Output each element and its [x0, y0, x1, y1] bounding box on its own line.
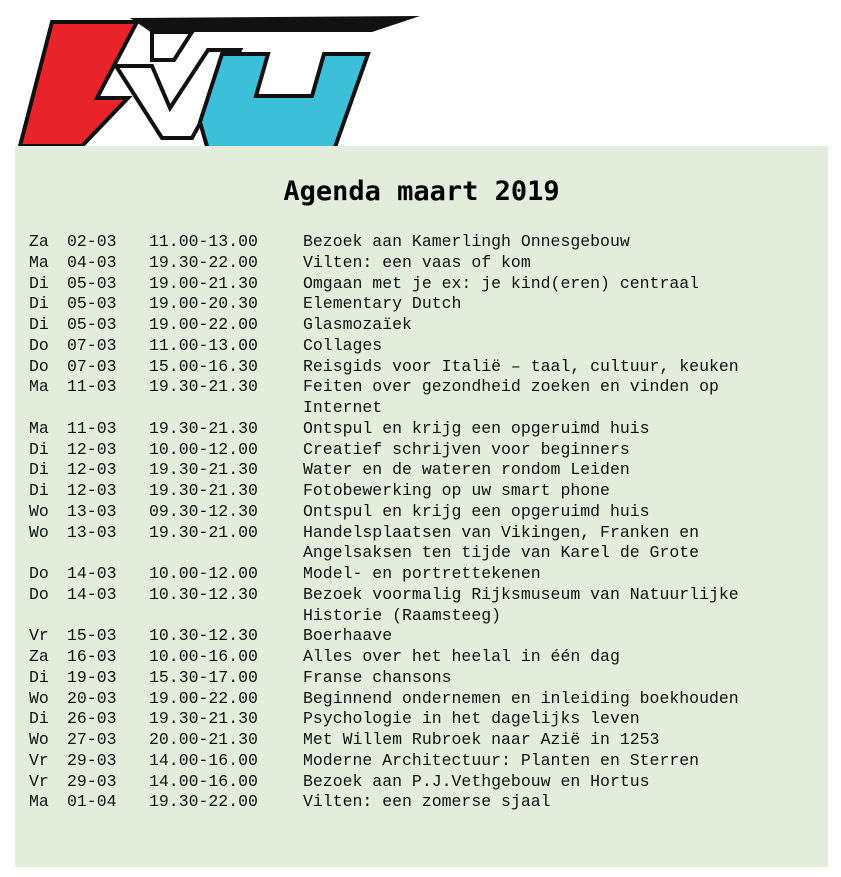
event-description: Ontspul en krijg een opgeruimd huis [303, 501, 650, 521]
event-date: 29-03 [67, 750, 117, 770]
event-date: 02-03 [67, 232, 117, 251]
agenda-row [29, 792, 819, 813]
event-time: 10.00-12.00 [149, 439, 258, 459]
agenda-row [29, 294, 819, 315]
event-day: Vr [29, 771, 49, 791]
event-time: 20.00-21.30 [149, 730, 258, 749]
event-time: 11.00-13.00 [149, 335, 258, 355]
event-description: Bezoek aan P.J.Vethgebouw en Hortus [303, 771, 650, 791]
page-title: Agenda maart 2019 [283, 176, 560, 207]
agenda-row [29, 419, 819, 440]
agenda-row [29, 440, 819, 461]
event-time: 09.30-12.30 [149, 501, 258, 521]
event-time: 19.00-21.30 [149, 273, 258, 293]
event-day: Za [29, 232, 49, 251]
event-time: 11.00-13.00 [149, 232, 258, 251]
agenda-row [29, 253, 819, 274]
event-day: Di [29, 315, 49, 334]
event-day: Do [29, 335, 49, 355]
event-description: Met Willem Rubroek naar Azië in 1253 [303, 730, 660, 749]
event-date: 14-03 [67, 564, 117, 583]
agenda-row [29, 585, 819, 627]
event-day: Vr [29, 750, 49, 770]
event-date: 14-03 [67, 584, 117, 604]
agenda-row [29, 357, 819, 378]
event-time: 19.00-22.00 [149, 688, 258, 708]
event-day: Do [29, 584, 49, 604]
event-description: Bezoek aan Kamerlingh Onnesgebouw [303, 232, 630, 251]
event-time: 19.00-22.00 [149, 315, 258, 334]
event-day: Ma [29, 377, 49, 397]
event-time: 19.30-21.30 [149, 481, 258, 500]
event-date: 26-03 [67, 709, 117, 729]
event-description: Handelsplaatsen van Vikingen, Franken en Angelsaksen ten tijde van Karel de Grote [303, 522, 700, 563]
event-time: 19.30-21.30 [149, 418, 258, 438]
agenda-panel [15, 146, 828, 867]
event-description: Ontspul en krijg een opgeruimd huis [303, 418, 650, 438]
agenda-row [29, 564, 819, 585]
event-description: Franse chansons [303, 667, 452, 687]
event-time: 19.00-20.30 [149, 294, 258, 314]
agenda-row [29, 647, 819, 668]
event-time: 10.30-12.30 [149, 626, 258, 646]
event-description: Bezoek voormalig Rijksmuseum van Natuurlijke Historie (Raamsteeg) [303, 584, 739, 625]
event-date: 15-03 [67, 626, 117, 646]
event-day: Wo [29, 522, 49, 542]
event-time: 14.00-16.00 [149, 750, 258, 770]
agenda-row [29, 377, 819, 419]
event-day: Za [29, 647, 49, 666]
agenda-row [29, 336, 819, 357]
event-day: Ma [29, 418, 49, 438]
event-description: Elementary Dutch [303, 294, 462, 314]
event-description: Vilten: een zomerse sjaal [303, 792, 551, 812]
event-description: Collages [303, 335, 383, 355]
event-time: 10.00-12.00 [149, 564, 258, 583]
event-date: 12-03 [67, 460, 117, 480]
event-day: Wo [29, 730, 49, 749]
event-description: Glasmozaïek [303, 315, 412, 334]
agenda-list [29, 232, 819, 813]
event-date: 11-03 [67, 418, 117, 438]
agenda-row [29, 709, 819, 730]
agenda-row [29, 668, 819, 689]
event-time: 19.30-22.00 [149, 252, 258, 272]
event-time: 19.30-22.00 [149, 792, 258, 812]
agenda-row [29, 689, 819, 710]
event-day: Di [29, 294, 49, 314]
event-date: 27-03 [67, 730, 117, 749]
event-description: Vilten: een vaas of kom [303, 252, 531, 272]
event-description: Creatief schrijven voor beginners [303, 439, 630, 459]
event-date: 07-03 [67, 335, 117, 355]
event-day: Vr [29, 626, 49, 646]
agenda-row [29, 751, 819, 772]
event-day: Do [29, 356, 49, 376]
event-description: Omgaan met je ex: je kind(eren) centraal [303, 273, 700, 293]
event-description: Feiten over gezondheid zoeken en vinden op Internet [303, 377, 719, 417]
event-date: 29-03 [67, 771, 117, 791]
event-day: Di [29, 709, 49, 729]
event-time: 10.30-12.30 [149, 584, 258, 604]
event-day: Ma [29, 252, 49, 272]
agenda-row [29, 274, 819, 295]
event-day: Di [29, 460, 49, 480]
event-date: 05-03 [67, 294, 117, 314]
agenda-row [29, 481, 819, 502]
event-date: 05-03 [67, 315, 117, 334]
event-date: 07-03 [67, 356, 117, 376]
agenda-row [29, 772, 819, 793]
event-description: Water en de wateren rondom Leiden [303, 460, 630, 480]
event-day: Do [29, 564, 49, 583]
event-date: 04-03 [67, 252, 117, 272]
agenda-row [29, 626, 819, 647]
agenda-row [29, 730, 819, 751]
event-day: Di [29, 273, 49, 293]
event-time: 19.30-21.00 [149, 522, 258, 542]
event-time: 19.30-21.30 [149, 460, 258, 480]
event-description: Boerhaave [303, 626, 393, 646]
event-date: 05-03 [67, 273, 117, 293]
event-time: 14.00-16.00 [149, 771, 258, 791]
event-description: Model- en portrettekenen [303, 564, 541, 583]
event-time: 19.30-21.30 [149, 709, 258, 729]
event-description: Reisgids voor Italië – taal, cultuur, keuken [303, 356, 739, 376]
event-day: Wo [29, 688, 49, 708]
vvu-logo [12, 10, 424, 152]
event-description: Alles over het heelal in één dag [303, 647, 620, 666]
event-time: 19.30-21.30 [149, 377, 258, 397]
event-day: Di [29, 439, 49, 459]
event-time: 15.00-16.30 [149, 356, 258, 376]
agenda-row [29, 502, 819, 523]
event-description: Fotobewerking op uw smart phone [303, 481, 610, 500]
event-date: 01-04 [67, 792, 117, 812]
event-description: Beginnend ondernemen en inleiding boekhouden [303, 688, 739, 708]
event-date: 13-03 [67, 522, 117, 542]
event-date: 20-03 [67, 688, 117, 708]
event-date: 13-03 [67, 501, 117, 521]
vvu-logo-graphic [12, 10, 424, 152]
agenda-row [29, 315, 819, 336]
event-day: Wo [29, 501, 49, 521]
event-description: Moderne Architectuur: Planten en Sterren [303, 750, 700, 770]
event-date: 12-03 [67, 439, 117, 459]
agenda-row [29, 232, 819, 253]
agenda-row [29, 460, 819, 481]
event-day: Di [29, 667, 49, 687]
event-time: 10.00-16.00 [149, 647, 258, 666]
event-date: 12-03 [67, 481, 117, 500]
event-description: Psychologie in het dagelijks leven [303, 709, 640, 729]
event-day: Ma [29, 792, 49, 812]
agenda-row [29, 523, 819, 565]
event-date: 19-03 [67, 667, 117, 687]
event-time: 15.30-17.00 [149, 667, 258, 687]
event-date: 16-03 [67, 647, 117, 666]
event-day: Di [29, 481, 49, 500]
event-date: 11-03 [67, 377, 117, 397]
